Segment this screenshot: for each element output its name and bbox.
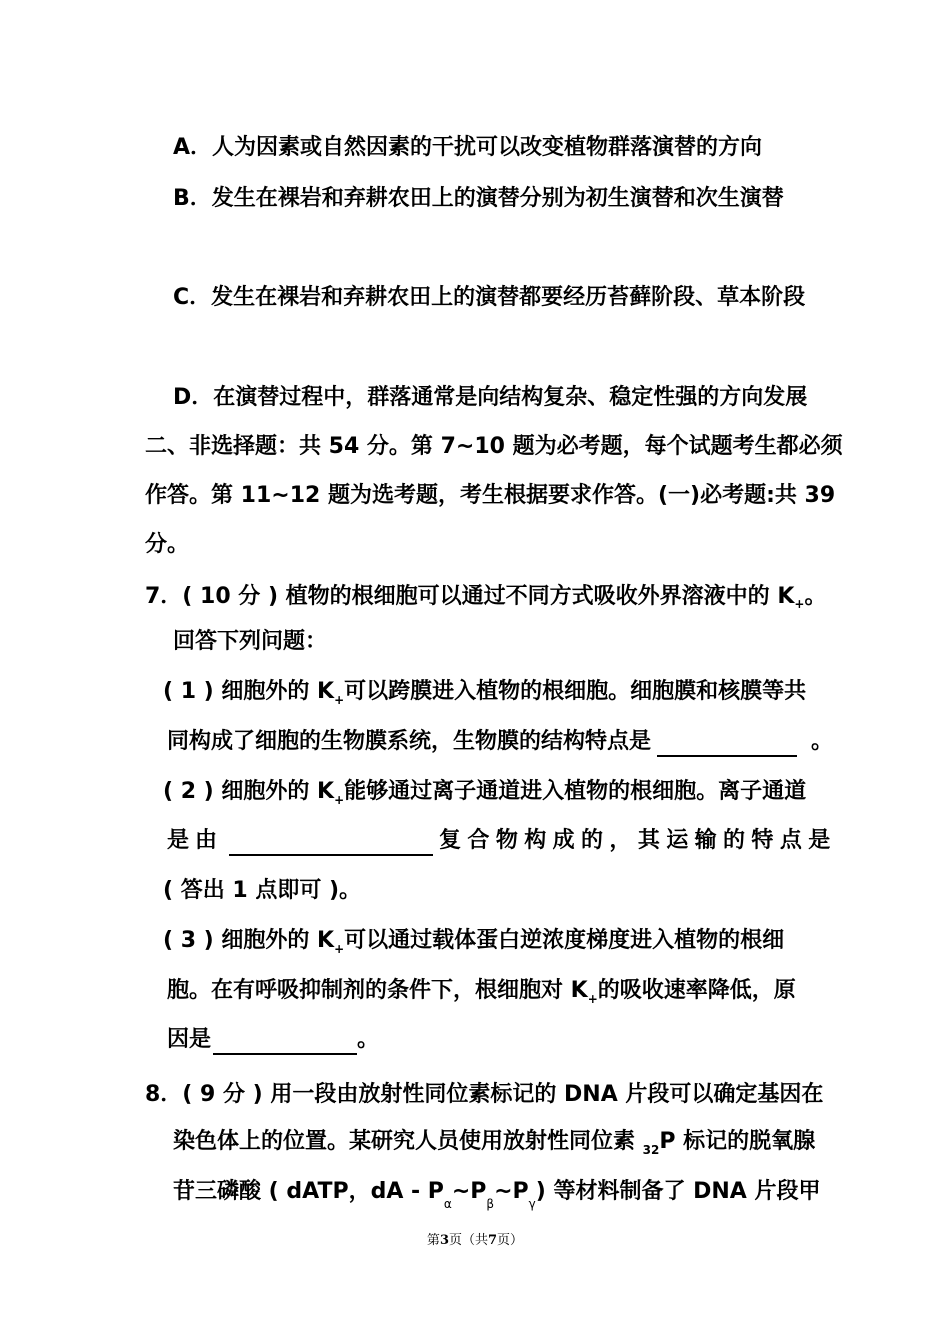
q7-part3-line3	[167, 1025, 379, 1055]
q8-beta: β	[486, 1197, 495, 1211]
answer-blank-channel-composition[interactable]	[229, 828, 433, 856]
q8-line3-b: ~P	[451, 1179, 487, 1204]
answer-blank-membrane-feature[interactable]	[657, 729, 797, 757]
q7-part2-line3: ( 答出 1 点即可 )。	[163, 878, 362, 903]
footer-total-pages: 7	[488, 1233, 498, 1248]
q7-stem-text: 7．( 10 分 ) 植物的根细胞可以通过不同方式吸收外界溶液中的 K	[145, 584, 795, 609]
q7-p3-line2-b: 的吸收速率降低，原	[597, 978, 796, 1003]
option-b: B．发生在裸岩和弃耕农田上的演替分别为初生演替和次生演替	[173, 186, 784, 211]
q8-line1: 8．( 9 分 ) 用一段由放射性同位素标记的 DNA 片段可以确定基因在	[145, 1082, 824, 1107]
page-footer	[0, 1229, 950, 1248]
q7-part1-line2	[167, 727, 833, 757]
option-c: C．发生在裸岩和弃耕农田上的演替都要经历苔藓阶段、草本阶段	[173, 285, 806, 310]
q8-line3-a: 苷三磷酸 ( dATP，dA - P	[173, 1179, 444, 1204]
q7-p1-line2: 同构成了细胞的生物膜系统，生物膜的结构特点是	[167, 729, 652, 754]
q7-p3-line3-end: 。	[357, 1027, 380, 1052]
q8-gamma: γ	[528, 1197, 536, 1211]
q7-p1-end: 。	[811, 729, 834, 754]
q8-line2-sub: 32	[642, 1143, 660, 1157]
footer-pre: 第	[426, 1233, 440, 1248]
q7-part2-line2	[167, 826, 837, 856]
option-a: A．人为因素或自然因素的干扰可以改变植物群落演替的方向	[173, 135, 763, 160]
q8-line3-d: ) 等材料制备了 DNA 片段甲	[535, 1179, 821, 1204]
q7-p3-a: ( 3 ) 细胞外的 K	[163, 928, 335, 953]
q8-alpha: α	[443, 1197, 452, 1211]
q7-p3-line3-a: 因是	[167, 1027, 212, 1052]
q8-line2	[173, 1127, 815, 1165]
q7-p1-a: ( 1 ) 细胞外的 K	[163, 679, 335, 704]
q7-stem-end: 。	[804, 584, 827, 609]
q7-p2-line2-a: 是由	[167, 828, 224, 853]
answer-blank-inhibitor-reason[interactable]	[213, 1027, 357, 1055]
q7-p2-b: 能够通过离子通道进入植物的根细胞。离子通道	[344, 779, 807, 804]
q7-p3-b: 可以通过载体蛋白逆浓度梯度进入植物的根细	[344, 928, 785, 953]
q7-prompt: 回答下列问题：	[173, 629, 328, 654]
footer-mid: 页（共	[448, 1233, 488, 1248]
q7-p3-line2-a: 胞。在有呼吸抑制剂的条件下，根细胞对 K	[167, 978, 588, 1003]
section2-line3: 分。	[145, 532, 190, 557]
q8-line3	[173, 1177, 820, 1219]
q7-p3-line2-sub: +	[587, 992, 598, 1006]
footer-page-number: 3	[439, 1233, 449, 1248]
q8-line2-b: P 标记的脱氧腺	[659, 1129, 816, 1154]
option-d: D．在演替过程中，群落通常是向结构复杂、稳定性强的方向发展	[173, 385, 808, 410]
q7-p2-a: ( 2 ) 细胞外的 K	[163, 779, 335, 804]
section2-line1: 二、非选择题：共 54 分。第 7~10 题为必考题，每个试题考生都必须	[145, 434, 843, 459]
q7-stem-sup: +	[794, 597, 805, 611]
q8-line2-a: 染色体上的位置。某研究人员使用放射性同位素	[173, 1129, 643, 1154]
footer-post: 页）	[497, 1233, 524, 1248]
q7-part2-line1	[163, 777, 806, 815]
q7-p2-sub: +	[334, 793, 345, 807]
q7-p3-sub: +	[334, 942, 345, 956]
q8-line3-c: ~P	[494, 1179, 529, 1204]
section2-line2: 作答。第 11~12 题为选考题，考生根据要求作答。(一)必考题:共 39	[145, 483, 836, 508]
q7-p2-line2-b: 复合物构成的，其运输的特点是	[439, 828, 837, 853]
q7-p1-sub: +	[334, 693, 345, 707]
q7-part1-line1	[163, 677, 806, 715]
q7-p1-b: 可以跨膜进入植物的根细胞。细胞膜和核膜等共	[344, 679, 807, 704]
q7-stem	[145, 582, 826, 619]
q7-part3-line1	[163, 926, 784, 964]
q7-part3-line2	[167, 976, 796, 1014]
